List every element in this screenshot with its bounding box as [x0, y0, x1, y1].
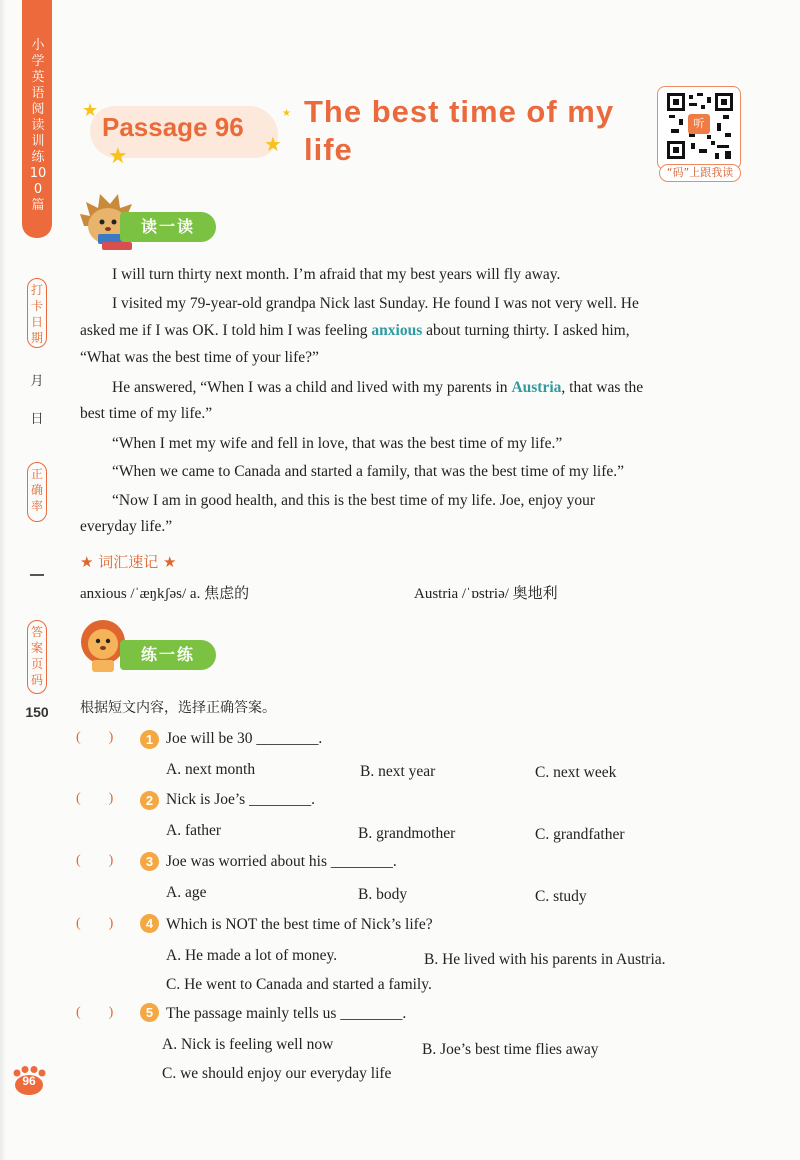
day-label: 日: [30, 412, 44, 427]
qr-code[interactable]: [657, 86, 741, 170]
question-text: Which is NOT the best time of Nick’s life?: [166, 916, 433, 933]
option-a[interactable]: A. age: [166, 884, 207, 901]
passage-title-line-2: life: [304, 132, 353, 167]
option-a[interactable]: A. Nick is feeling well now: [162, 1036, 334, 1053]
vocab-word-austria: Austria: [511, 379, 562, 396]
answer-page-label: 答案页码: [27, 620, 47, 694]
option-b[interactable]: B. grandmother: [358, 825, 456, 842]
question-text: Nick is Joe’s ________.: [166, 791, 315, 808]
option-a[interactable]: A. He made a lot of money.: [166, 947, 338, 964]
passage-line: I visited my 79-year-old grandpa Nick last Sunday. He found I was not very well. He: [112, 295, 639, 312]
accuracy-label: 正确率: [27, 462, 47, 522]
page-number: 96: [22, 1074, 36, 1088]
question-text: The passage mainly tells us ________.: [166, 1005, 407, 1022]
answer-blank[interactable]: ( ): [76, 916, 114, 931]
checkin-date-label: 打卡日期: [27, 278, 47, 348]
practice-section-banner: 练一练: [120, 640, 216, 670]
passage-line: “Now I am in good health, and this is the best time of my life. Joe, enjoy your: [112, 492, 595, 509]
vocab-title: ★ 词汇速记 ★: [80, 553, 177, 571]
vocab-entry-austria: Austria /ˈɒstriə/ 奥地利: [414, 586, 558, 602]
passage-line: “When I met my wife and fell in love, that was the best time of my life.”: [112, 435, 563, 452]
spine-shadow: [0, 0, 6, 1160]
question-number: 4: [140, 914, 159, 933]
question-text: Joe will be 30 ________.: [166, 730, 323, 747]
passage-line: asked me if I was OK. I told him I was feeling anxious about turning thirty. I asked him,: [80, 322, 630, 339]
passage-number: Passage 96: [102, 112, 244, 142]
answer-blank[interactable]: ( ): [76, 853, 114, 868]
question-number: 1: [140, 730, 159, 749]
answer-blank[interactable]: ( ): [76, 791, 114, 806]
option-c[interactable]: C. study: [535, 888, 587, 905]
listen-icon: 听: [688, 114, 710, 134]
answer-blank[interactable]: ( ): [76, 1005, 114, 1020]
question-number: 5: [140, 1003, 159, 1022]
answer-blank[interactable]: ( ): [76, 730, 114, 745]
passage-line: best time of my life.”: [80, 405, 213, 422]
instruction: 根据短文内容，选择正确答案。: [80, 700, 276, 716]
qr-caption: “码”上跟我读: [659, 164, 741, 182]
month-label: 月: [30, 374, 44, 389]
accuracy-blank: [30, 574, 44, 576]
option-c[interactable]: C. grandfather: [535, 826, 625, 843]
passage-line: He answered, “When I was a child and lived with my parents in Austria, that was the: [112, 379, 644, 396]
option-c[interactable]: C. we should enjoy our everyday life: [162, 1065, 392, 1082]
passage-title-line-1: The best time of my: [304, 94, 615, 129]
star-icon: ★: [282, 108, 291, 119]
star-icon: ★: [108, 144, 128, 169]
option-c[interactable]: C. next week: [535, 764, 617, 781]
vocab-entry-anxious: anxious /ˈæŋkʃəs/ a. 焦虑的: [80, 586, 250, 602]
question-text: Joe was worried about his ________.: [166, 853, 397, 870]
vocab-word-anxious: anxious: [371, 322, 423, 339]
option-a[interactable]: A. father: [166, 822, 222, 839]
passage-line: everyday life.”: [80, 518, 173, 535]
option-b[interactable]: B. He lived with his parents in Austria.: [424, 951, 666, 968]
read-section-banner: 读一读: [120, 212, 216, 242]
passage-line: “When we came to Canada and started a family, that was the best time of my life.”: [112, 463, 625, 480]
star-icon: ★: [264, 132, 282, 156]
option-a[interactable]: A. next month: [166, 761, 256, 778]
question-number: 2: [140, 791, 159, 810]
option-b[interactable]: B. body: [358, 886, 408, 903]
question-number: 3: [140, 852, 159, 871]
option-b[interactable]: B. Joe’s best time flies away: [422, 1041, 599, 1058]
answer-page-number: 150: [25, 704, 49, 720]
option-b[interactable]: B. next year: [360, 763, 436, 780]
series-title: 小学英语阅读训练100篇: [29, 38, 47, 213]
passage-line: “What was the best time of your life?”: [80, 349, 319, 366]
option-c[interactable]: C. He went to Canada and started a family.: [166, 976, 432, 993]
passage-line: I will turn thirty next month. I’m afraid that my best years will fly away.: [112, 266, 561, 283]
star-icon: ★: [82, 100, 99, 121]
